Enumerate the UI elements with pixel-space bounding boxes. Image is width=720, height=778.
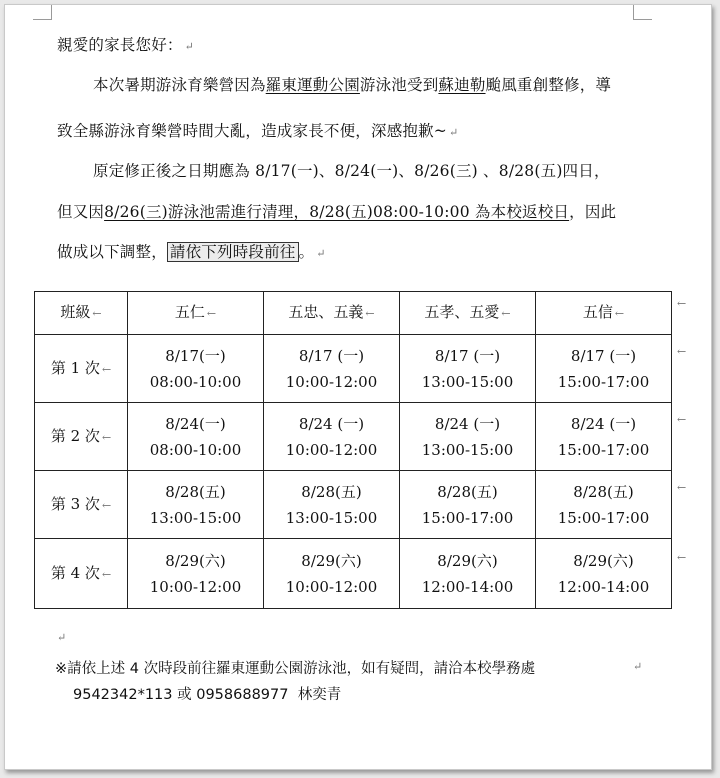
p5-boxed: 請依下列時段前往 <box>167 242 299 262</box>
session-cell: 8/29(六) 10:00-12:00 <box>264 539 400 609</box>
paragraph-mark-icon: ↵ <box>449 126 459 139</box>
greeting-line <box>57 35 194 57</box>
row-label: 第 1 次 ← <box>35 335 128 403</box>
paragraph-line-1 <box>93 75 611 95</box>
session-cell: 8/29(六) 10:00-12:00 <box>128 539 264 609</box>
paragraph-mark-icon: ↵ <box>57 631 67 644</box>
row-end-mark-icon: ← <box>677 481 687 494</box>
p1-typhoon: 蘇迪勒 <box>438 76 486 94</box>
p1-post: 颱風重創整修，導 <box>485 76 612 94</box>
session-cell: 8/24 (一) 15:00-17:00 <box>536 403 672 471</box>
table-row <box>35 539 672 609</box>
footer-phone: 9542342*113 或 0958688977 <box>73 687 289 703</box>
row-end-mark-icon: ← <box>677 413 687 426</box>
document-page <box>4 4 712 770</box>
footer-note-text: ※請依上述 4 次時段前往羅東運動公園游泳池，如有疑問，請洽本校學務處 <box>55 661 536 677</box>
corner-header: 班級 ← <box>35 292 128 335</box>
row-end-mark-icon: ← <box>677 345 687 358</box>
session-cell: 8/17 (一) 15:00-17:00 <box>536 335 672 403</box>
row-end-mark-icon: ← <box>677 297 687 310</box>
p1-mid: 游泳池受到 <box>359 76 439 94</box>
paragraph-mark-icon: ↵ <box>633 660 643 673</box>
session-cell: 8/17 (一) 10:00-12:00 <box>264 335 400 403</box>
session-cell: 8/24(一) 08:00-10:00 <box>128 403 264 471</box>
paragraph-line-4 <box>57 202 616 222</box>
row-label: 第 2 次 ← <box>35 403 128 471</box>
schedule-table <box>34 291 672 609</box>
p1-pre: 本次暑期游泳育樂營因為 <box>93 76 266 94</box>
p3-text: 原定修正後之日期應為 8/17(一)、8/24(一)、8/26(三) 、8/28(五)四日， <box>93 162 610 180</box>
footer-contact <box>73 683 341 704</box>
p2-text: 致全縣游泳育樂營時間大亂，造成家長不便，深感抱歉~ <box>57 122 447 140</box>
session-cell: 8/17 (一) 13:00-15:00 <box>400 335 536 403</box>
row-label: 第 4 次 ← <box>35 539 128 609</box>
session-cell: 8/24 (一) 10:00-12:00 <box>264 403 400 471</box>
table-row <box>35 403 672 471</box>
session-cell: 8/29(六) 12:00-14:00 <box>536 539 672 609</box>
session-cell: 8/28(五) 15:00-17:00 <box>400 471 536 539</box>
paragraph-line-2 <box>57 121 458 143</box>
p4-underlined: 8/26(三)游泳池需進行清理，8/28(五)08:00-10:00 為本校返校日 <box>104 203 570 221</box>
session-cell: 8/28(五) 13:00-15:00 <box>264 471 400 539</box>
p1-location: 羅東運動公園 <box>265 76 360 94</box>
row-end-mark-icon: ← <box>677 551 687 564</box>
crop-mark-top-right <box>633 5 652 20</box>
paragraph-line-5 <box>57 242 326 264</box>
p4-post: ，因此 <box>569 203 617 221</box>
table-row <box>35 335 672 403</box>
class-header: 五忠、五義 ← <box>264 292 400 335</box>
table-header-row <box>35 292 672 335</box>
session-cell: 8/24 (一) 13:00-15:00 <box>400 403 536 471</box>
session-cell: 8/17(一) 08:00-10:00 <box>128 335 264 403</box>
session-cell: 8/29(六) 12:00-14:00 <box>400 539 536 609</box>
footer-contact-name: 林奕青 <box>297 687 342 703</box>
class-header: 五信 ← <box>536 292 672 335</box>
paragraph-mark-icon: ↵ <box>184 40 195 53</box>
row-label: 第 3 次 ← <box>35 471 128 539</box>
session-cell: 8/28(五) 15:00-17:00 <box>536 471 672 539</box>
class-header: 五仁 ← <box>128 292 264 335</box>
greeting: 親愛的家長您好： <box>57 36 183 54</box>
p5-pre: 做成以下調整， <box>57 243 167 261</box>
p4-pre: 但又因 <box>57 203 105 221</box>
crop-mark-top-left <box>33 5 52 20</box>
p5-post: 。 <box>298 243 315 261</box>
session-cell: 8/28(五) 13:00-15:00 <box>128 471 264 539</box>
paragraph-mark-icon: ↵ <box>316 247 326 260</box>
class-header: 五孝、五愛 ← <box>400 292 536 335</box>
footer-note <box>55 657 535 678</box>
paragraph-line-3 <box>93 161 610 181</box>
table-row <box>35 471 672 539</box>
